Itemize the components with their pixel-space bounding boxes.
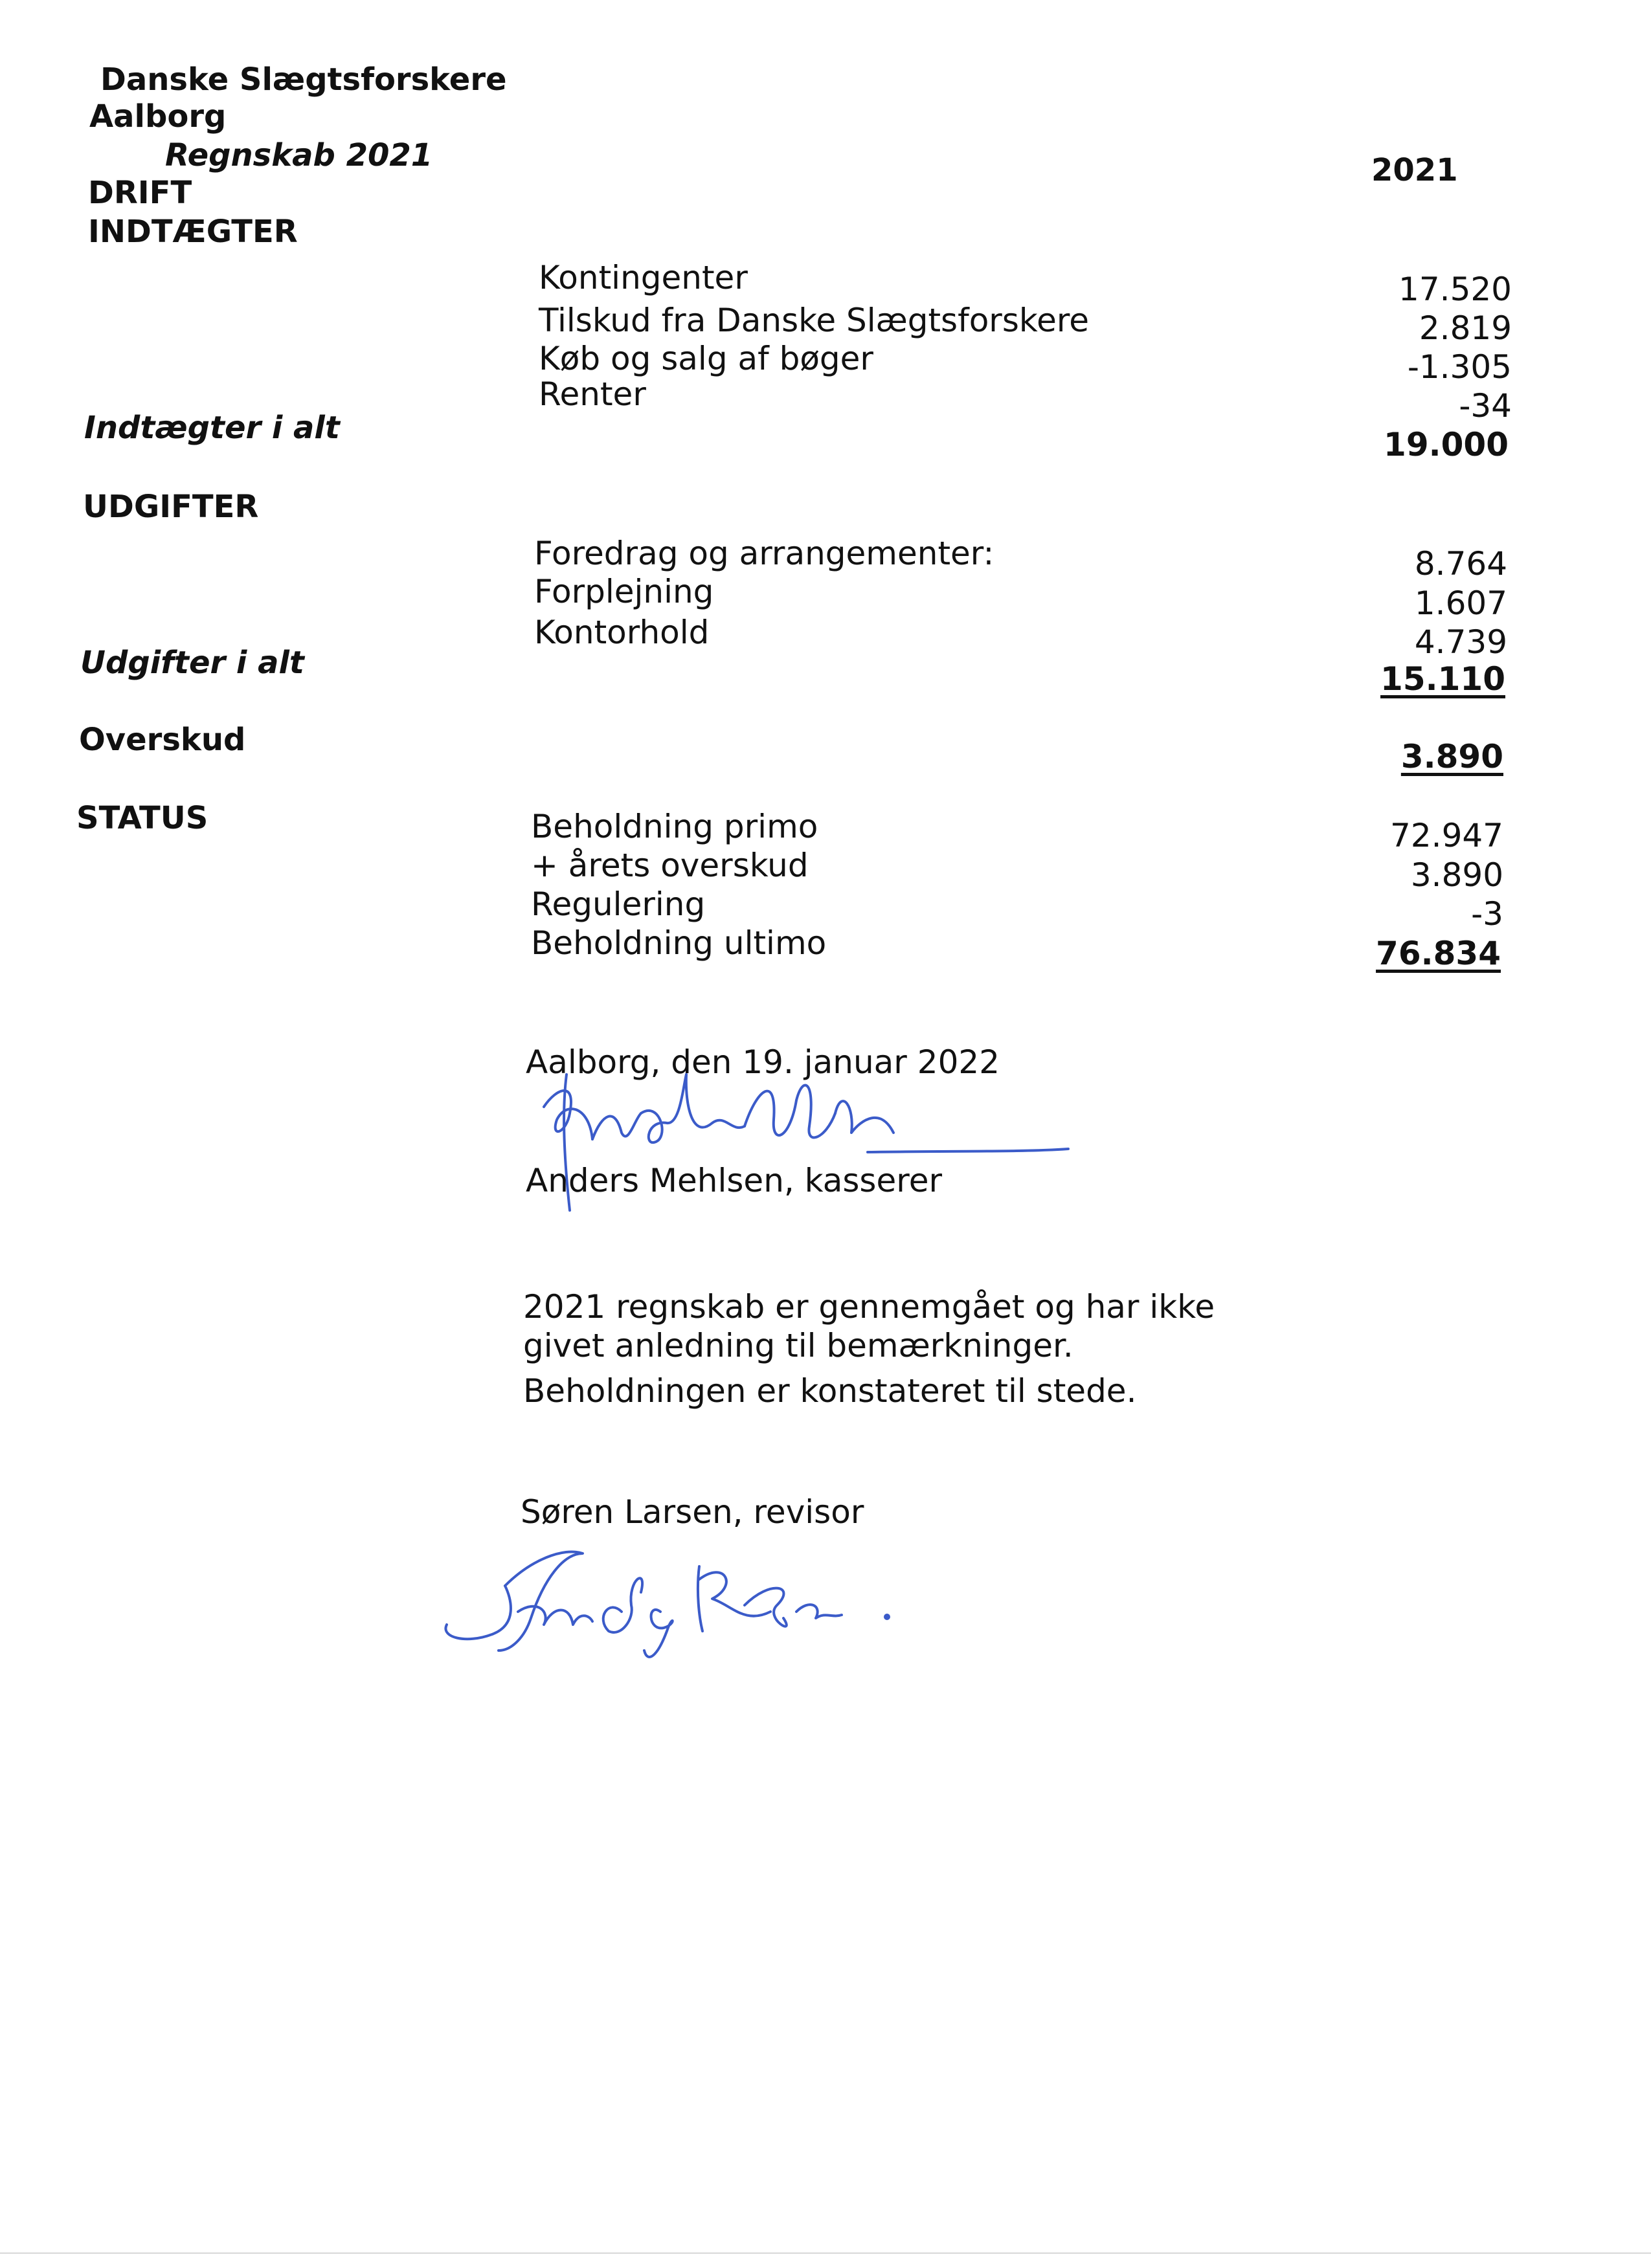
section-income-heading: INDTÆGTER bbox=[88, 214, 298, 250]
treasurer-name: Anders Mehlsen, kasserer bbox=[526, 1162, 943, 1199]
document-title: Regnskab 2021 bbox=[165, 137, 433, 173]
section-drift: DRIFT bbox=[88, 175, 192, 211]
expense-item-label: Kontorhold bbox=[534, 614, 710, 651]
status-item-value: -3 bbox=[1471, 895, 1503, 933]
status-item-value: 3.890 bbox=[1410, 856, 1503, 894]
expense-item-label: Forplejning bbox=[534, 573, 714, 610]
city-name: Aalborg bbox=[89, 98, 227, 135]
auditor-name: Søren Larsen, revisor bbox=[521, 1493, 864, 1531]
status-item-value: 72.947 bbox=[1390, 817, 1503, 854]
audit-statement-line: 2021 regnskab er gennemgået og har ikke bbox=[523, 1288, 1215, 1326]
income-item-label: Køb og salg af bøger bbox=[539, 340, 873, 377]
expense-item-value: 8.764 bbox=[1414, 545, 1507, 583]
surplus-value: 3.890 bbox=[1400, 738, 1503, 775]
income-item-label: Tilskud fra Danske Slægtsforskere bbox=[539, 302, 1090, 339]
income-item-value: -1.305 bbox=[1407, 348, 1512, 386]
auditor-signature bbox=[434, 1540, 939, 1670]
section-expenses-heading: UDGIFTER bbox=[83, 489, 259, 525]
audit-statement-line: givet anledning til bemærkninger. bbox=[523, 1327, 1073, 1364]
income-item-value: 2.819 bbox=[1419, 309, 1512, 347]
income-item-value: 17.520 bbox=[1398, 271, 1512, 308]
expense-item-label: Foredrag og arrangementer: bbox=[534, 535, 994, 572]
income-item-label: Kontingenter bbox=[539, 259, 748, 296]
status-item-label: + årets overskud bbox=[531, 847, 809, 884]
organization-name: Danske Slægtsforskere bbox=[100, 61, 507, 98]
income-item-label: Renter bbox=[539, 375, 646, 413]
surplus-label: Overskud bbox=[79, 722, 246, 758]
status-item-label: Beholdning primo bbox=[531, 808, 818, 845]
place-and-date: Aalborg, den 19. januar 2022 bbox=[526, 1043, 1000, 1081]
income-item-value: -34 bbox=[1459, 387, 1512, 425]
status-item-label: Regulering bbox=[531, 885, 706, 923]
income-total-label: Indtægter i alt bbox=[84, 410, 340, 446]
expense-item-value: 1.607 bbox=[1414, 584, 1507, 622]
status-item-label: Beholdning ultimo bbox=[531, 924, 827, 962]
expense-item-value: 4.739 bbox=[1414, 623, 1507, 661]
audit-statement-line: Beholdningen er konstateret til stede. bbox=[523, 1372, 1137, 1410]
status-item-value: 76.834 bbox=[1376, 935, 1501, 972]
expenses-total-label: Udgifter i alt bbox=[80, 645, 304, 681]
expenses-total-value: 15.110 bbox=[1380, 660, 1505, 698]
income-total-value: 19.000 bbox=[1384, 426, 1509, 463]
scan-edge-line bbox=[0, 2252, 1651, 2254]
section-status-heading: STATUS bbox=[76, 800, 208, 836]
year-column-header: 2021 bbox=[1371, 152, 1458, 188]
